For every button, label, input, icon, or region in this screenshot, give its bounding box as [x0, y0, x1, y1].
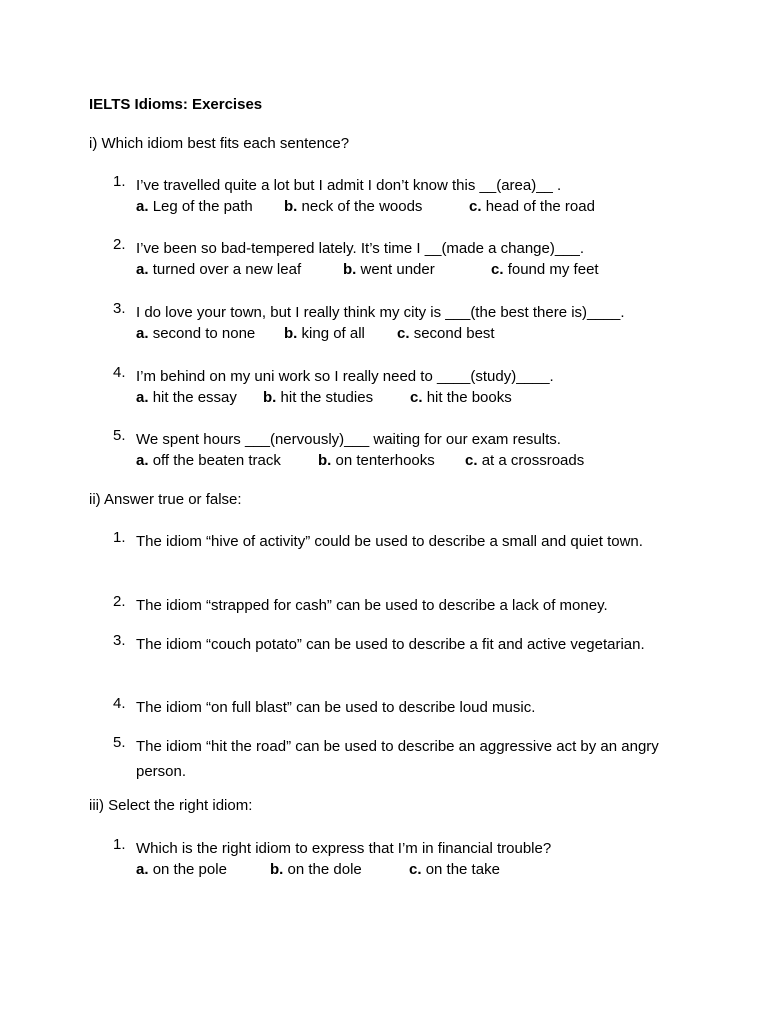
option-c: c. head of the road — [469, 198, 595, 215]
option-b: b. on the dole — [270, 861, 362, 878]
question-text: I’ve travelled quite a lot but I admit I don’t know this __(area)__ . — [136, 177, 562, 194]
option-a: a. second to none — [136, 325, 256, 342]
item-number: 4. — [113, 364, 126, 381]
option-c: c. hit the books — [410, 389, 512, 406]
option-b: b. on tenterhooks — [318, 452, 435, 469]
option-c: c. second best — [397, 325, 495, 342]
section-3-heading: iii) Select the right idiom: — [89, 797, 253, 814]
item-number: 5. — [113, 734, 126, 751]
item-number: 1. — [113, 836, 126, 853]
option-b: b. went under — [343, 261, 435, 278]
option-a: a. on the pole — [136, 861, 227, 878]
statement-text: The idiom “couch potato” can be used to describe a fit and active vegetarian. — [136, 636, 645, 653]
option-a: a. Leg of the path — [136, 198, 253, 215]
item-number: 3. — [113, 632, 126, 649]
item-number: 5. — [113, 427, 126, 444]
item-number: 2. — [113, 593, 126, 610]
question-text: We spent hours ___(nervously)___ waiting for our exam results. — [136, 431, 561, 448]
item-number: 3. — [113, 300, 126, 317]
question-text: I do love your town, but I really think my city is ___(the best there is)____. — [136, 304, 625, 321]
options-row — [136, 861, 696, 883]
item-number: 4. — [113, 695, 126, 712]
option-b: b. king of all — [284, 325, 365, 342]
option-b: b. hit the studies — [263, 389, 374, 406]
item-number: 1. — [113, 173, 126, 190]
page-title: IELTS Idioms: Exercises — [89, 96, 263, 113]
option-c: c. at a crossroads — [465, 452, 585, 469]
option-a: a. hit the essay — [136, 389, 237, 406]
options-row — [136, 261, 696, 283]
statement-text: The idiom “on full blast” can be used to describe loud music. — [136, 699, 536, 716]
options-row — [136, 389, 696, 411]
question-text: I’ve been so bad-tempered lately. It’s time I __(made a change)___. — [136, 240, 585, 257]
statement-text: The idiom “hive of activity” could be used to describe a small and quiet town. — [136, 533, 643, 550]
item-number: 2. — [113, 236, 126, 253]
question-text: I’m behind on my uni work so I really need to ____(study)____. — [136, 368, 554, 385]
options-row — [136, 452, 696, 474]
options-row — [136, 198, 696, 220]
option-b: b. neck of the woods — [284, 198, 423, 215]
item-number: 1. — [113, 529, 126, 546]
option-a: a. turned over a new leaf — [136, 261, 302, 278]
option-c: c. found my feet — [491, 261, 599, 278]
option-c: c. on the take — [409, 861, 500, 878]
statement-text: The idiom “strapped for cash” can be used to describe a lack of money. — [136, 597, 608, 614]
statement-text: The idiom “hit the road” can be used to describe an aggressive act by an angry person. — [136, 738, 659, 780]
section-1-heading: i) Which idiom best fits each sentence? — [89, 135, 350, 152]
section-2-heading: ii) Answer true or false: — [89, 491, 242, 508]
question-text: Which is the right idiom to express that I’m in financial trouble? — [136, 840, 552, 857]
option-a: a. off the beaten track — [136, 452, 281, 469]
options-row — [136, 325, 696, 347]
